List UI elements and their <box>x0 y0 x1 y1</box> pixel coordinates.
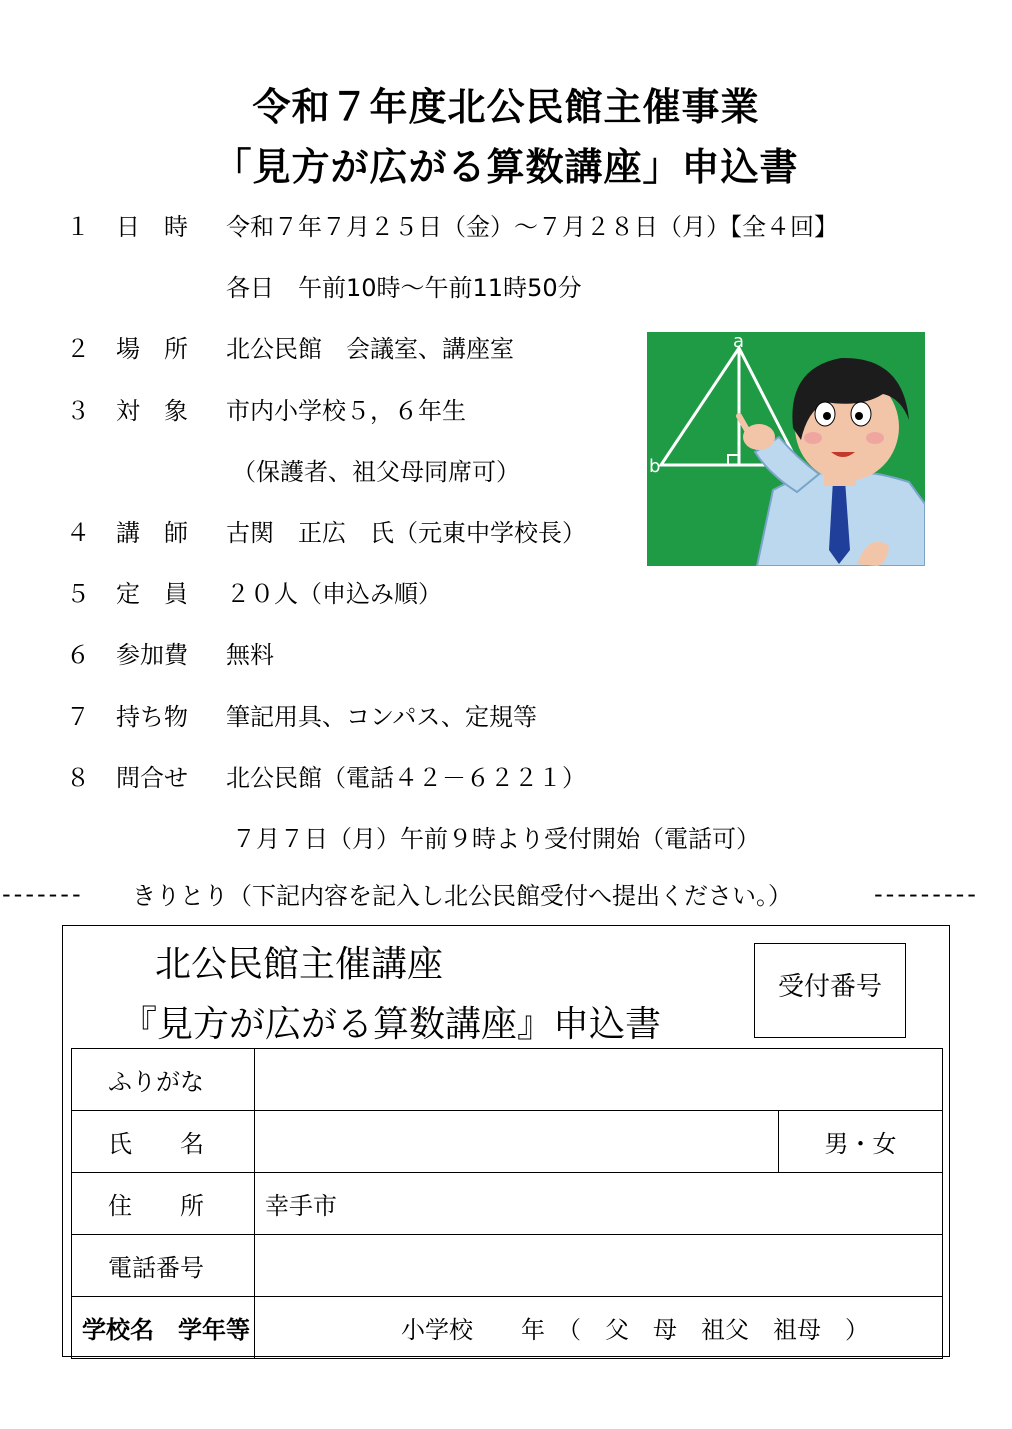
page-title: 令和７年度北公民館主催事業 <box>252 85 760 129</box>
school-field[interactable]: 小学校 年 （ 父 母 祖父 祖母 ） <box>255 1297 943 1359</box>
detail-label: 持ち物 <box>116 703 188 731</box>
teacher-illustration <box>647 332 925 566</box>
detail-number: ８ <box>66 764 90 792</box>
address-field[interactable]: 幸手市 <box>255 1173 943 1235</box>
form-table <box>71 1048 943 1359</box>
detail-label: 問合せ <box>116 764 188 792</box>
detail-label: 対 象 <box>116 397 188 425</box>
detail-continuation-time: 各日 午前10時～午前11時50分 <box>226 274 582 302</box>
form-row-phone <box>72 1235 943 1297</box>
detail-label: 場 所 <box>116 335 188 363</box>
detail-continuation-guardians: （保護者、祖父母同席可） <box>232 458 520 486</box>
cut-line-dashes-left: ------- <box>2 880 84 908</box>
detail-number: ７ <box>66 703 90 731</box>
detail-value: 北公民館（電話４２－６２２１） <box>226 764 586 792</box>
cut-line-dashes-right: --------- <box>874 880 979 908</box>
name-label: 氏 名 <box>72 1111 255 1173</box>
form-row-furigana <box>72 1049 943 1111</box>
reception-number-box: 受付番号 <box>754 943 906 1038</box>
detail-continuation-reception: ７月７日（月）午前９時より受付開始（電話可） <box>232 825 760 853</box>
detail-label: 講 師 <box>116 519 188 547</box>
detail-value: 無料 <box>226 641 274 669</box>
detail-number: ５ <box>66 580 90 608</box>
cut-line-text: きりとり（下記内容を記入し北公民館受付へ提出ください。） <box>132 882 792 910</box>
furigana-label: ふりがな <box>72 1049 255 1111</box>
phone-label: 電話番号 <box>72 1235 255 1297</box>
detail-value: 筆記用具、コンパス、定規等 <box>226 703 538 731</box>
furigana-field[interactable] <box>255 1049 943 1111</box>
form-row-school <box>72 1297 943 1359</box>
detail-label: 参加費 <box>116 641 188 669</box>
form-row-address <box>72 1173 943 1235</box>
form-title: 北公民館主催講座 <box>155 944 444 985</box>
vertex-b-label: b <box>649 456 661 477</box>
detail-value: 北公民館 会議室、講座室 <box>226 335 514 363</box>
detail-number: ４ <box>66 519 90 547</box>
detail-number: ２ <box>66 335 90 363</box>
application-form <box>62 925 950 1357</box>
detail-label: 日 時 <box>116 213 188 241</box>
detail-label: 定 員 <box>116 580 188 608</box>
address-label: 住 所 <box>72 1173 255 1235</box>
detail-number: １ <box>66 213 90 241</box>
detail-number: ３ <box>66 397 90 425</box>
detail-value: 令和７年７月２５日（金）～７月２８日（月）【全４回】 <box>226 213 838 241</box>
school-label: 学校名 学年等 <box>72 1297 255 1359</box>
detail-value: ２０人（申込み順） <box>226 580 442 608</box>
form-subtitle: 『見方が広がる算数講座』申込書 <box>121 1004 662 1045</box>
form-row-name <box>72 1111 943 1173</box>
detail-value: 古関 正広 氏（元東中学校長） <box>226 519 586 547</box>
detail-value: 市内小学校５，６年生 <box>226 397 466 425</box>
gender-selector[interactable]: 男・女 <box>779 1111 943 1173</box>
phone-field[interactable] <box>255 1235 943 1297</box>
vertex-a-label: a <box>733 332 745 352</box>
detail-number: ６ <box>66 641 90 669</box>
name-field[interactable] <box>255 1111 779 1173</box>
page-subtitle: 「見方が広がる算数講座」申込書 <box>213 145 799 189</box>
